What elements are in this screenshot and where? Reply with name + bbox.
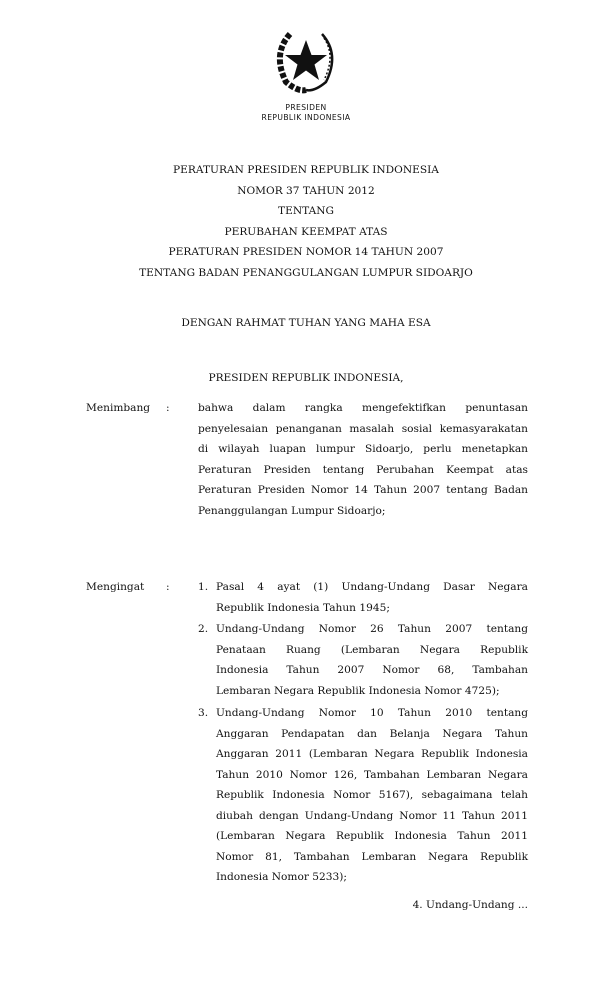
title-line: PERATURAN PRESIDEN REPUBLIK INDONESIA: [173, 164, 439, 176]
title-line: NOMOR 37 TAHUN 2012: [237, 184, 375, 197]
page-continuation: 4. Undang-Undang ...: [412, 899, 528, 911]
mengingat-item-3: [198, 703, 528, 888]
text-line: Undang-Undang Nomor 26 Tahun 2007 tentang: [216, 623, 528, 635]
text-line: di wilayah luapan lumpur Sidoarjo, perlu menetapkan: [198, 443, 528, 455]
text-line: Peraturan Presiden tentang Perubahan Keempat atas: [198, 463, 528, 476]
seal-caption-republik: REPUBLIK INDONESIA: [261, 113, 351, 122]
menimbang-colon: :: [166, 402, 170, 414]
title-line: TENTANG: [278, 205, 334, 217]
garuda-presidential-seal-icon: [266, 26, 346, 96]
menimbang-text: [198, 398, 528, 521]
text-line: bahwa dalam rangka mengefektifkan penuntasan: [198, 402, 528, 414]
document-title: [0, 160, 612, 283]
text-line: Penataan Ruang (Lembaran Negara Republik: [216, 643, 528, 656]
mengingat-item-1: [198, 577, 528, 618]
text-line: Indonesia Nomor 5233);: [216, 871, 347, 883]
text-line: Republik Indonesia Nomor 5167), sebagaimana telah: [216, 789, 528, 801]
issuer: PRESIDEN REPUBLIK INDONESIA,: [208, 372, 404, 384]
text-line: Nomor 81, Tambahan Lembaran Negara Republik: [216, 850, 528, 863]
text-line: Tahun 2010 Nomor 126, Tambahan Lembaran Negara: [216, 768, 528, 781]
title-line: TENTANG BADAN PENANGGULANGAN LUMPUR SIDOARJO: [139, 266, 473, 279]
text-line: penyelesaian penanganan masalah sosial kemasyarakatan: [198, 422, 528, 435]
mengingat-colon: :: [166, 581, 170, 593]
text-line: Undang-Undang Nomor 10 Tahun 2010 tentang: [216, 707, 528, 719]
text-line: Penanggulangan Lumpur Sidoarjo;: [198, 504, 386, 517]
title-line: PERATURAN PRESIDEN NOMOR 14 TAHUN 2007: [168, 246, 444, 258]
title-line: PERUBAHAN KEEMPAT ATAS: [224, 225, 388, 238]
text-line: Republik Indonesia Tahun 1945;: [216, 601, 390, 614]
text-line: diubah dengan Undang-Undang Nomor 11 Tahun 2011: [216, 809, 528, 822]
text-line: Indonesia Tahun 2007 Nomor 68, Tambahan: [216, 664, 528, 676]
item-number: 1.: [198, 581, 209, 593]
item-number: 2.: [198, 623, 209, 635]
text-line: Anggaran Pendapatan dan Belanja Negara Tahun: [216, 727, 528, 740]
text-line: Peraturan Presiden Nomor 14 Tahun 2007 tentang Badan: [198, 484, 528, 496]
text-line: Lembaran Negara Republik Indonesia Nomor 4725);: [216, 684, 500, 697]
item-number: 3.: [198, 707, 209, 719]
text-line: Pasal 4 ayat (1) Undang-Undang Dasar Negara: [216, 581, 528, 593]
seal-caption-presiden: PRESIDEN: [285, 103, 327, 112]
text-line: Anggaran 2011 (Lembaran Negara Republik Indonesia: [216, 748, 528, 760]
mengingat-item-2: [198, 619, 528, 701]
mengingat-label: Mengingat: [86, 581, 145, 593]
invocation: DENGAN RAHMAT TUHAN YANG MAHA ESA: [181, 317, 431, 329]
menimbang-label: Menimbang: [86, 402, 151, 414]
text-line: (Lembaran Negara Republik Indonesia Tahun 2011: [216, 830, 528, 842]
